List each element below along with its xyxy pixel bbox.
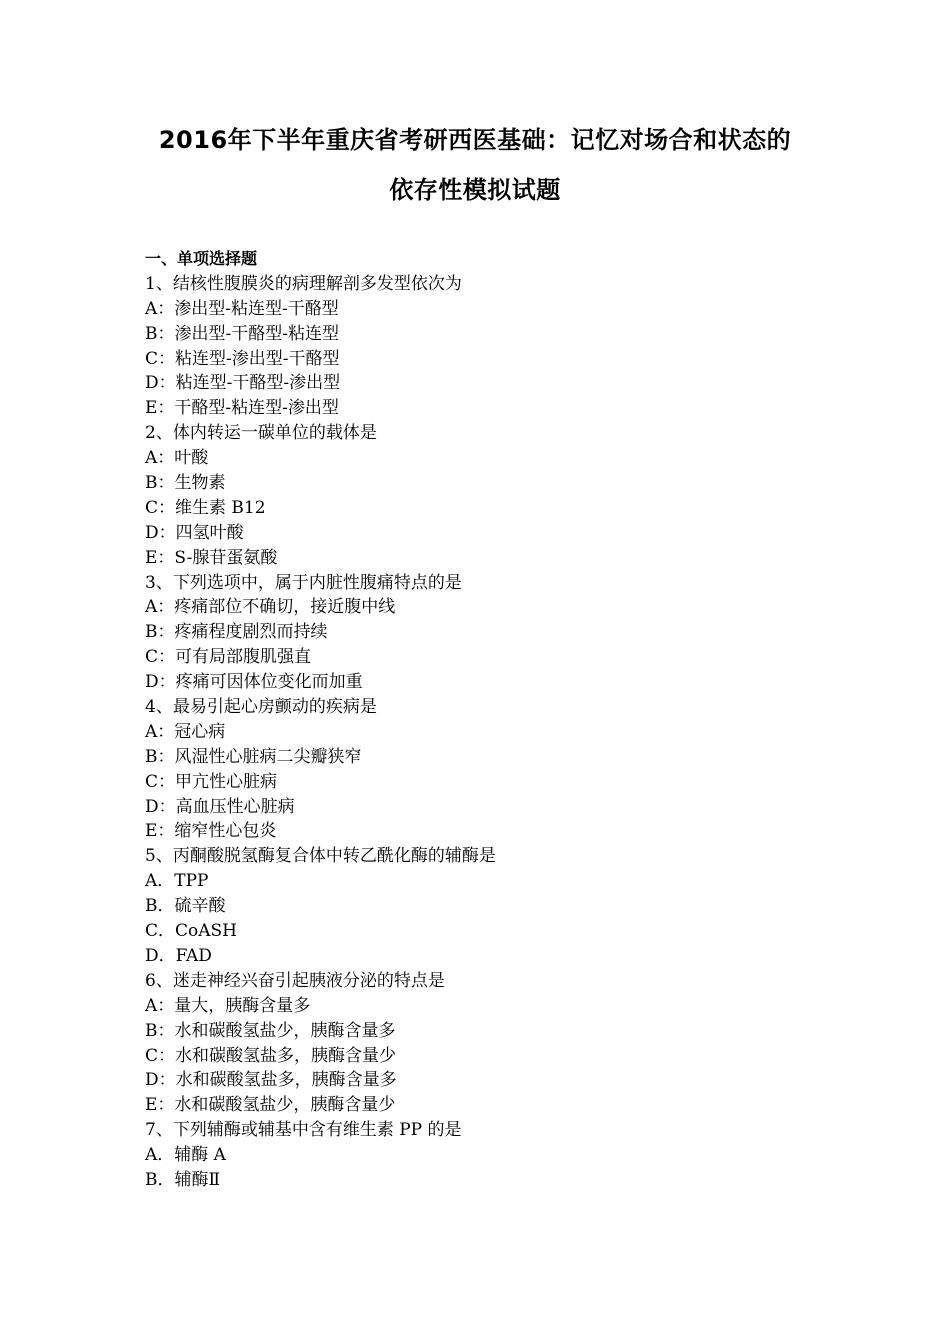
- answer-option: D．FAD: [145, 945, 212, 966]
- answer-option: B：生物素: [145, 473, 226, 494]
- answer-option: C：水和碳酸氢盐多，胰酶含量少: [145, 1045, 397, 1066]
- answer-option: D：高血压性心脏病: [145, 796, 295, 817]
- answer-option: A：量大，胰酶含量多: [145, 995, 311, 1016]
- answer-option: B．辅酶Ⅱ: [145, 1169, 221, 1190]
- question-stem: 6、迷走神经兴奋引起胰液分泌的特点是: [145, 970, 445, 991]
- question-stem: 2、体内转运一碳单位的载体是: [145, 423, 377, 444]
- answer-option: E：水和碳酸氢盐少，胰酶含量少: [145, 1095, 396, 1116]
- answer-option: B：风湿性心脏病二尖瓣狭窄: [145, 746, 362, 767]
- answer-option: A．TPP: [145, 871, 209, 892]
- question-stem: 5、丙酮酸脱氢酶复合体中转乙酰化酶的辅酶是: [145, 846, 496, 867]
- answer-option: D：疼痛可因体位变化而加重: [145, 672, 363, 693]
- answer-option: B：渗出型-干酪型-粘连型: [145, 323, 339, 344]
- document-body: [145, 247, 845, 1193]
- document-title-line-2: 依存性模拟试题: [389, 176, 561, 204]
- document-title-line-1: 2016年下半年重庆省考研西医基础：记忆对场合和状态的: [158, 126, 792, 154]
- answer-option: B．硫辛酸: [145, 896, 226, 917]
- question-stem: 7、下列辅酶或辅基中含有维生素 PP 的是: [145, 1120, 462, 1141]
- answer-option: C：维生素 B12: [145, 497, 266, 518]
- answer-option: E：干酪型-粘连型-渗出型: [145, 398, 339, 419]
- answer-option: D：四氢叶酸: [145, 522, 244, 543]
- answer-option: E：缩窄性心包炎: [145, 821, 277, 842]
- answer-option: C．CoASH: [145, 921, 237, 942]
- question-stem: 4、最易引起心房颤动的疾病是: [145, 697, 377, 718]
- answer-option: A：叶酸: [145, 448, 209, 469]
- answer-option: A．辅酶 A: [145, 1145, 226, 1166]
- answer-option: C：可有局部腹肌强直: [145, 647, 312, 668]
- answer-option: D：水和碳酸氢盐多，胰酶含量多: [145, 1070, 397, 1091]
- answer-option: A：疼痛部位不确切，接近腹中线: [145, 597, 396, 618]
- section-heading: 一、单项选择题: [145, 249, 258, 268]
- answer-option: A：渗出型-粘连型-干酪型: [145, 298, 339, 319]
- question-stem: 1、结核性腹膜炎的病理解剖多发型依次为: [145, 273, 462, 294]
- answer-option: D：粘连型-干酪型-渗出型: [145, 373, 341, 394]
- answer-option: A：冠心病: [145, 721, 226, 742]
- answer-option: B：疼痛程度剧烈而持续: [145, 622, 328, 643]
- answer-option: E：S-腺苷蛋氨酸: [145, 547, 278, 568]
- answer-option: C：甲亢性心脏病: [145, 771, 278, 792]
- answer-option: C：粘连型-渗出型-干酪型: [145, 348, 340, 369]
- answer-option: B：水和碳酸氢盐少，胰酶含量多: [145, 1020, 396, 1041]
- question-list: [145, 272, 845, 1193]
- question-stem: 3、下列选项中，属于内脏性腹痛特点的是: [145, 572, 462, 593]
